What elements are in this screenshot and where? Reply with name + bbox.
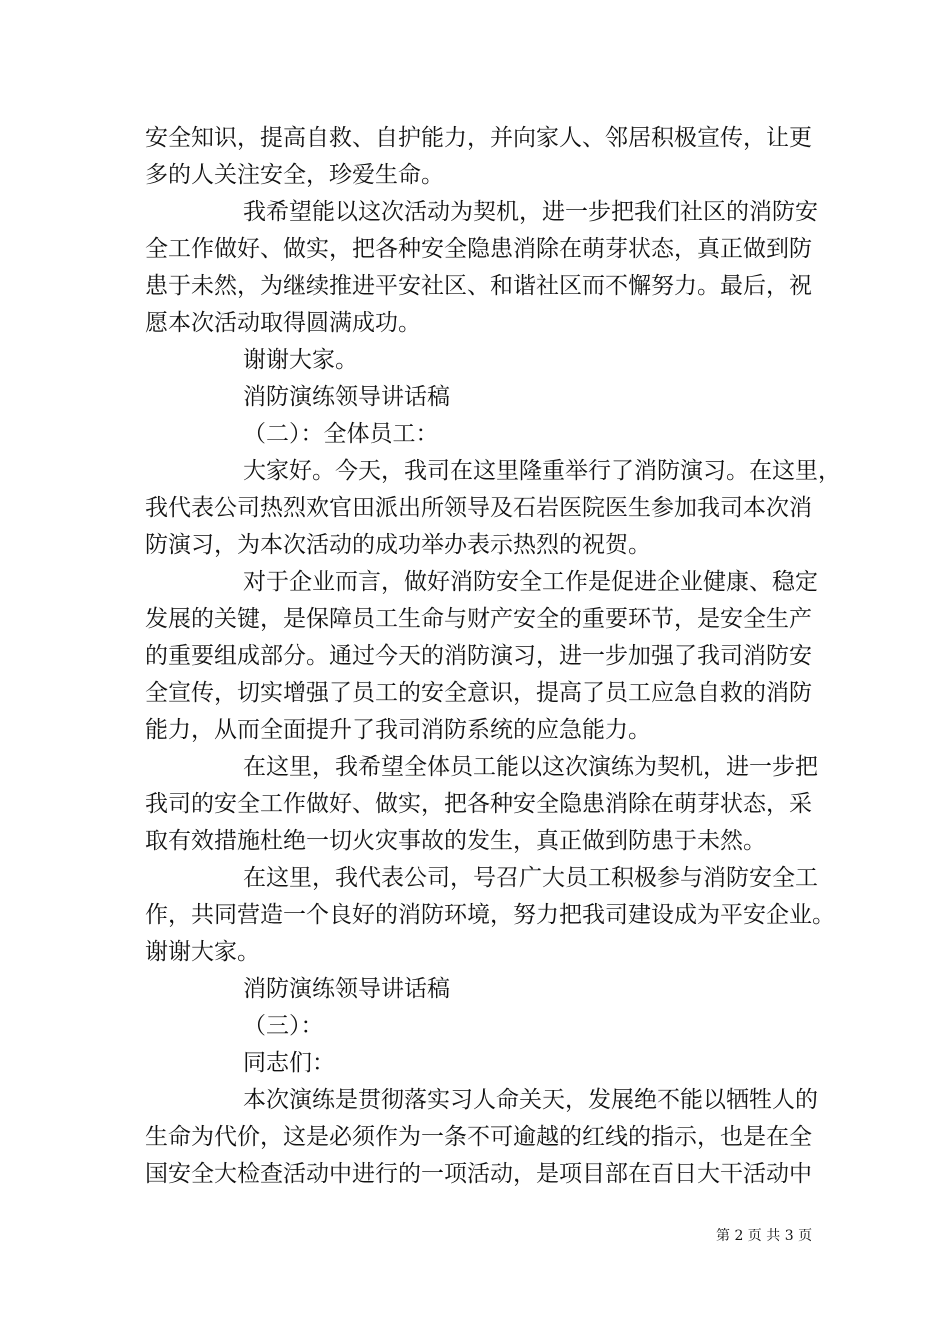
body-text-line: 我司的安全工作做好、做实，把各种安全隐患消除在萌芽状态，采 [145,791,812,817]
body-text-line: 谢谢大家。 [145,939,260,965]
body-text-line: 的重要组成部分。通过今天的消防演习，进一步加强了我司消防安 [145,643,812,669]
body-text-line: 国安全大检查活动中进行的一项活动，是项目部在百日大干活动中 [145,1161,812,1187]
body-text-line: 我代表公司热烈欢官田派出所领导及石岩医院医生参加我司本次消 [145,495,812,521]
body-text-line: 安全知识，提高自救、自护能力，并向家人、邻居积极宣传，让更 [145,125,812,151]
body-text-line: 全工作做好、做实，把各种安全隐患消除在萌芽状态，真正做到防 [145,236,812,262]
section-heading: 消防演练领导讲话稿 [243,976,450,1002]
body-text-line: （二）：全体员工： [243,421,439,447]
body-text-line: 对于企业而言，做好消防安全工作是促进企业健康、稳定 [243,569,818,595]
body-text-line: 愿本次活动取得圆满成功。 [145,310,421,336]
body-text-line: 谢谢大家。 [243,347,358,373]
section-heading: 消防演练领导讲话稿 [243,384,450,410]
body-text-line: 防演习，为本次活动的成功举办表示热烈的祝贺。 [145,532,651,558]
body-text-line: 取有效措施杜绝一切火灾事故的发生，真正做到防患于未然。 [145,828,766,854]
body-text-line: 患于未然，为继续推进平安社区、和谐社区而不懈努力。最后，祝 [145,273,812,299]
page-number-footer: 第 2 页 共 3 页 [716,1228,813,1244]
body-text-line: 我希望能以这次活动为契机，进一步把我们社区的消防安 [243,199,818,225]
body-text-line: 多的人关注安全，珍爱生命。 [145,162,444,188]
body-text-line: 发展的关键，是保障员工生命与财产安全的重要环节，是安全生产 [145,606,812,632]
body-text-line: 同志们： [243,1050,335,1076]
body-text-line: 全宣传，切实增强了员工的安全意识，提高了员工应急自救的消防 [145,680,812,706]
body-text-line: 生命为代价，这是必须作为一条不可逾越的红线的指示，也是在全 [145,1124,812,1150]
body-text-line: 作，共同营造一个良好的消防环境，努力把我司建设成为平安企业。 [145,902,835,928]
body-text-line: 在这里，我代表公司，号召广大员工积极参与消防安全工 [243,865,818,891]
body-text-line: 本次演练是贯彻落实习人命关天，发展绝不能以牺牲人的 [243,1087,818,1113]
body-text-line: 能力，从而全面提升了我司消防系统的应急能力。 [145,717,651,743]
body-text-line: （三）： [243,1013,324,1039]
body-text-line: 在这里，我希望全体员工能以这次演练为契机，进一步把 [243,754,818,780]
body-text-line: 大家好。今天，我司在这里隆重举行了消防演习。在这里， [243,458,841,484]
